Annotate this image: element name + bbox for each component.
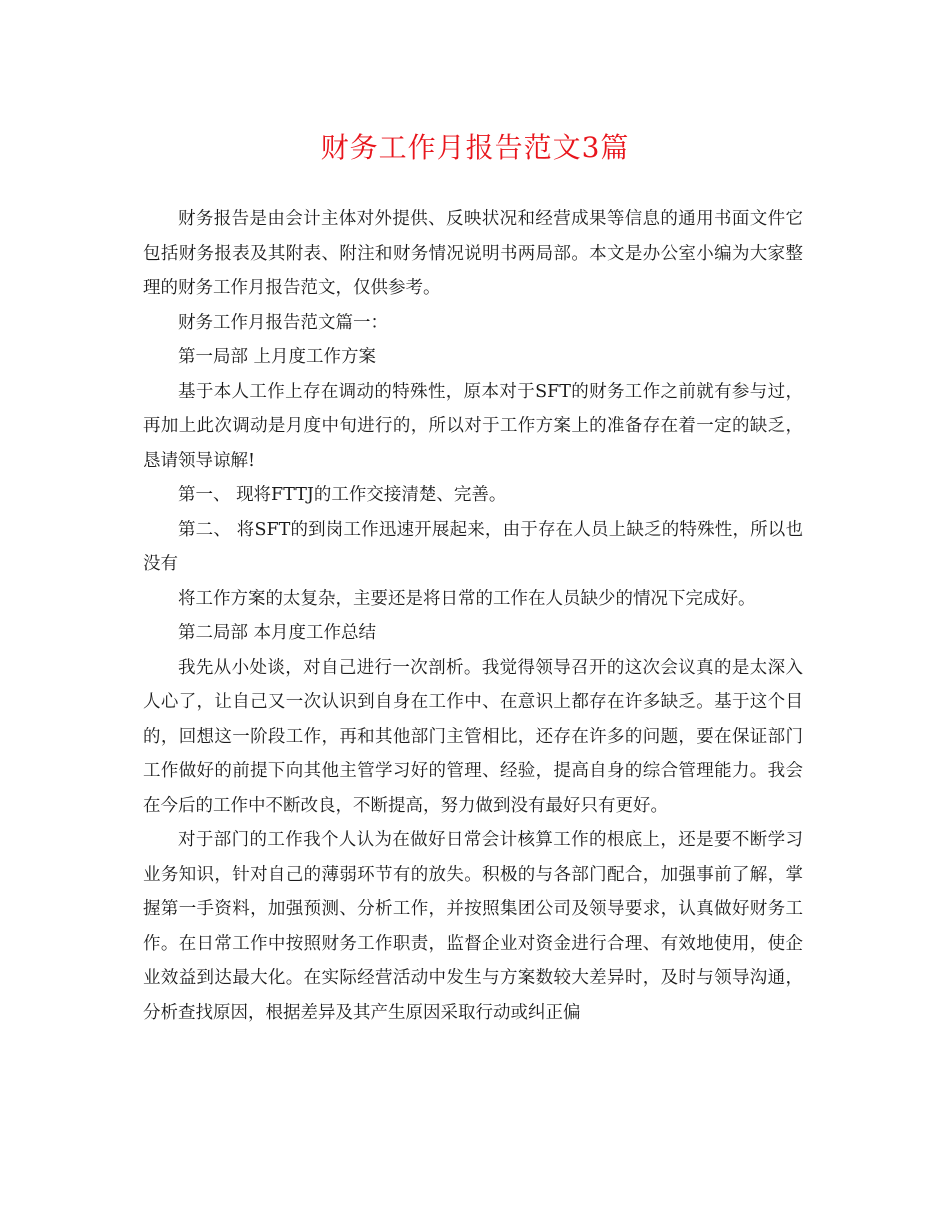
paragraph: 第二、 将SFT的到岗工作迅速开展起来，由于存在人员上缺乏的特殊性，所以也没有	[143, 519, 803, 574]
paragraph: 基于本人工作上存在调动的特殊性，原本对于SFT的财务工作之前就有参与过，再加上此次调动是月度中旬进行的，所以对于工作方案上的准备存在着一定的缺乏，恳请领导谅解!	[143, 381, 803, 471]
paragraph-intro: 财务报告是由会计主体对外提供、反映状况和经营成果等信息的通用书面文件它包括财务报表及其附表、附注和财务情况说明书两局部。本文是办公室小编为大家整理的财务工作月报告范文，仅供参考。	[143, 209, 803, 298]
document-body	[143, 202, 803, 1030]
document-title: 财务工作月报告范文3篇	[320, 131, 630, 164]
paragraph: 第一、 现将FTTJ的工作交接清楚、完善。	[178, 485, 507, 505]
paragraph-section-heading: 财务工作月报告范文篇一：	[178, 312, 388, 333]
paragraph: 对于部门的工作我个人认为在做好日常会计核算工作的根底上，还是要不断学习业务知识，针对自己的薄弱环节有的放失。积极的与各部门配合，加强事前了解，掌握第一手资料，加强预测、分析工作，并按照集团公司及领导要求，认真做好财务工作。在日常工作中按照财务工作职责，监督企业对资金进行合理、有效地使用，使企业效益到达最大化。在实际经营活动中发生与方案数较大差异时，及时与领导沟通，分析查找原因，根据差异及其产生原因采取行动或纠正偏	[143, 830, 803, 1023]
paragraph: 我先从小处谈，对自己进行一次剖析。我觉得领导召开的这次会议真的是太深入人心了，让自己又一次认识到自身在工作中、在意识上都存在许多缺乏。基于这个目的，回想这一阶段工作，再和其他部门主管相比，还存在许多的问题，要在保证部门工作做好的前提下向其他主管学习好的管理、经验，提高自身的综合管理能力。我会在今后的工作中不断改良，不断提高，努力做到没有最好只有更好。	[143, 657, 803, 816]
paragraph-part-two-heading: 第二局部 本月度工作总结	[178, 623, 377, 643]
paragraph: 将工作方案的太复杂，主要还是将日常的工作在人员缺少的情况下完成好。	[178, 588, 756, 609]
paragraph-part-one-heading: 第一局部 上月度工作方案	[178, 347, 377, 367]
